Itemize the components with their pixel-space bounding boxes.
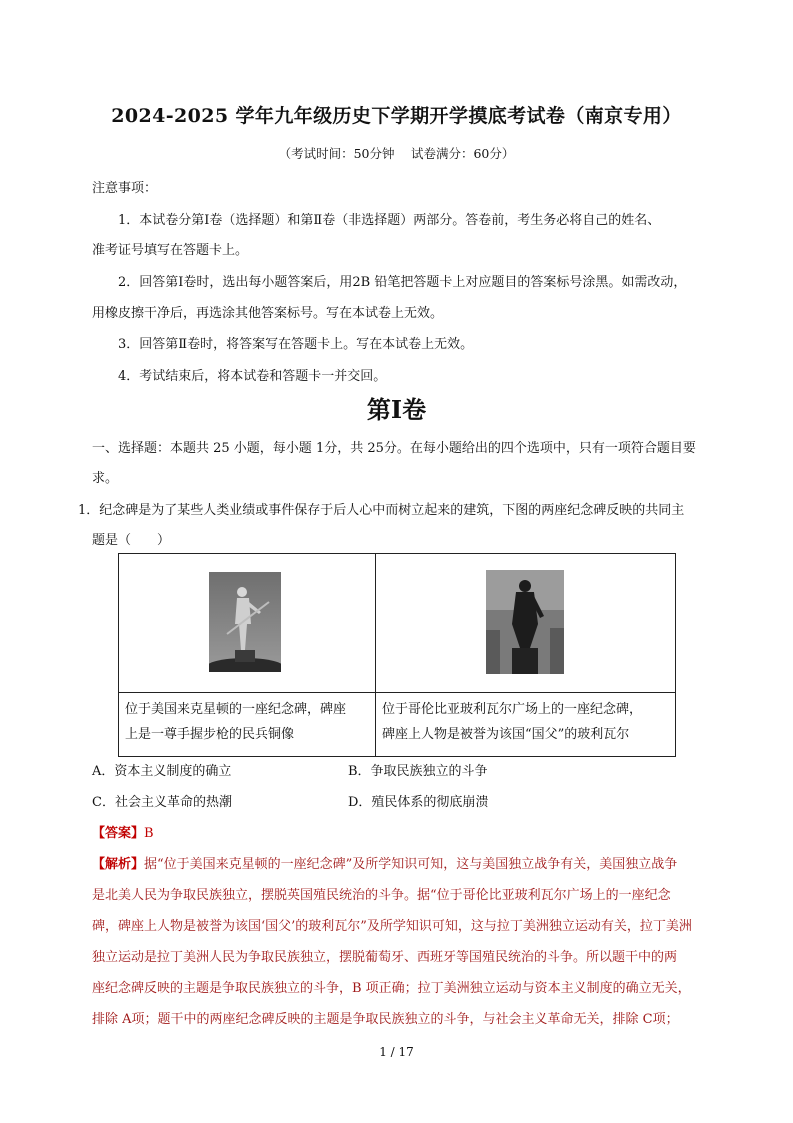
analysis-text-1: 据“位于美国来克星顿的一座纪念碑”及所学知识可知，这与美国独立战争有关，美国独立战争: [144, 857, 678, 872]
analysis-line-6: 排除 A项；题干中的两座纪念碑反映的主题是争取民族独立的斗争，与社会主义革命无关，排除 C项；: [92, 1012, 679, 1027]
question-1-stem-line-2: 题是（ ）: [92, 533, 171, 548]
answer-line: [92, 822, 154, 841]
option-b: B．争取民族独立的斗争: [348, 764, 488, 779]
notice-item-2-line-1: 2．回答第Ⅰ卷时，选出每小题答案后，用2B 铅笔把答题卡上对应题目的答案标号涂黑。如需改动，: [118, 275, 687, 290]
left-monument-cell: [119, 554, 376, 693]
option-d: D．殖民体系的彻底崩溃: [348, 795, 489, 810]
right-caption-line-2: 碑座上人物是被誉为该国“国父”的玻利瓦尔: [382, 727, 630, 742]
right-caption: [376, 693, 676, 757]
monument-table: [118, 553, 676, 757]
section-intro-line-1: 一、选择题：本题共 25 小题，每小题 1分，共 25分。在每小题给出的四个选项中，只有一项符合题目要: [92, 441, 696, 456]
left-caption-line-1: 位于美国来克星顿的一座纪念碑，碑座: [125, 702, 347, 717]
analysis-line-4: 独立运动是拉丁美洲人民为争取民族独立，摆脱葡萄牙、西班牙等国殖民统治的斗争。所以题干中的两: [92, 950, 678, 965]
notice-item-3: 3．回答第Ⅱ卷时，将答案写在答题卡上。写在本试卷上无效。: [118, 337, 474, 352]
minuteman-statue-photo: [209, 572, 281, 672]
bolivar-statue-photo: [486, 570, 564, 674]
exam-subtitle: （考试时间：50分钟 试卷满分：60分）: [278, 146, 515, 161]
analysis-line-3: 碑，碑座上人物是被誉为该国‘国父’的玻利瓦尔”及所学知识可知，这与拉丁美洲独立运动有关，拉丁美洲: [92, 919, 692, 934]
left-caption: [119, 693, 376, 757]
analysis-line-5: 座纪念碑反映的主题是争取民族独立的斗争，B 项正确；拉丁美洲独立运动与资本主义制度的确立无关，: [92, 981, 691, 996]
analysis-line-2: 是北美人民为争取民族独立，摆脱英国殖民统治的斗争。据“位于哥伦比亚玻利瓦尔广场上的一座纪念: [92, 888, 671, 903]
option-a: A．资本主义制度的确立: [92, 764, 232, 779]
answer-value: B: [144, 826, 154, 841]
section-title: 第Ⅰ卷: [366, 395, 427, 424]
right-monument-cell: [376, 554, 676, 693]
right-caption-line-1: 位于哥伦比亚玻利瓦尔广场上的一座纪念碑，: [382, 702, 643, 717]
question-1-stem-line-1: 1．纪念碑是为了某些人类业绩或事件保存于后人心中而树立起来的建筑，下图的两座纪念碑反映的共同主: [78, 503, 685, 518]
left-caption-line-2: 上是一尊手握步枪的民兵铜像: [125, 727, 295, 742]
notice-item-2-line-2: 用橡皮擦干净后，再选涂其他答案标号。写在本试卷上无效。: [92, 306, 444, 321]
analysis-line-1: [92, 853, 677, 872]
answer-tag: 【答案】: [92, 826, 145, 841]
option-c: C．社会主义革命的热潮: [92, 795, 232, 810]
notice-item-1-line-2: 准考证号填写在答题卡上。: [92, 243, 249, 258]
exam-title: 2024-2025 学年九年级历史下学期开学摸底考试卷（南京专用）: [111, 105, 682, 127]
analysis-tag: 【解析】: [92, 857, 145, 872]
notice-item-4: 4．考试结束后，将本试卷和答题卡一并交回。: [118, 369, 387, 384]
notice-item-1-line-1: 1．本试卷分第Ⅰ卷（选择题）和第Ⅱ卷（非选择题）两部分。答卷前，考生务必将自己的姓名、: [118, 213, 661, 228]
section-intro-line-2: 求。: [92, 471, 119, 486]
notice-heading: 注意事项：: [92, 181, 158, 196]
page-number: 1 / 17: [379, 1045, 414, 1059]
